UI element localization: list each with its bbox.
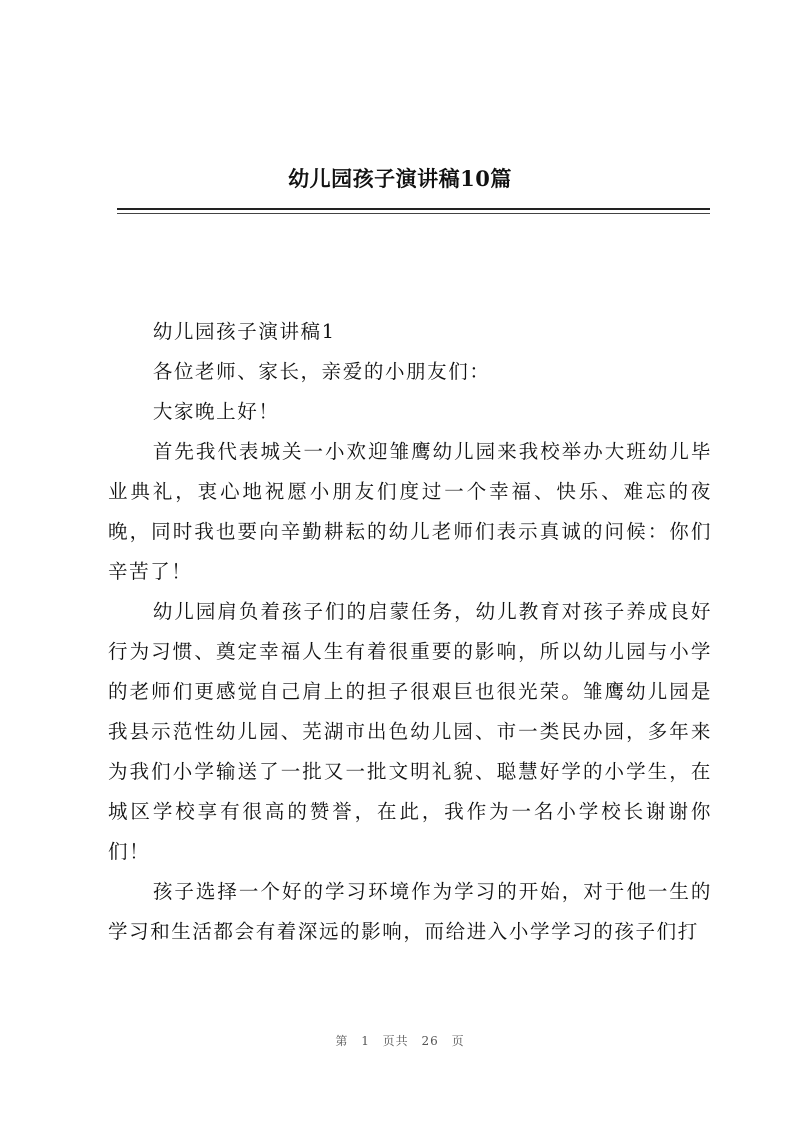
- footer-prefix: 第: [335, 1034, 349, 1048]
- paragraph-welcome: 首先我代表城关一小欢迎雏鹰幼儿园来我校举办大班幼儿毕业典礼，衷心地祝愿小朋友们度过一个幸福、快乐、难忘的夜晚，同时我也要向辛勤耕耘的幼儿老师们表示真诚的问候：你们辛苦了！: [108, 440, 712, 583]
- document-body: [108, 312, 712, 952]
- footer-middle: 页共: [382, 1034, 409, 1048]
- footer-total-pages: 26: [421, 1034, 439, 1048]
- paragraph-greeting: 大家晚上好！: [152, 400, 280, 423]
- page-footer: [0, 1032, 800, 1049]
- footer-suffix: 页: [451, 1034, 465, 1048]
- title-rule: [117, 208, 710, 210]
- paragraph-learning: 孩子选择一个好的学习环境作为学习的开始，对于他一生的学习和生活都会有着深远的影响，而给进入小学学习的孩子们打: [108, 880, 712, 943]
- document-title: 幼儿园孩子演讲稿10篇: [288, 166, 512, 191]
- footer-page-number: 1: [361, 1034, 370, 1048]
- title-rule-thin: [117, 213, 710, 214]
- paragraph-kindergarten: 幼儿园肩负着孩子们的启蒙任务，幼儿教育对孩子养成良好行为习惯、奠定幸福人生有着很重要的影响，所以幼儿园与小学的老师们更感觉自己肩上的担子很艰巨也很光荣。雏鹰幼儿园是我县示范性幼儿园、芜湖市出色幼儿园、市一类民办园，多年来为我们小学输送了一批又一批文明礼貌、聪慧好学的小学生，在城区学校享有很高的赞誉，在此，我作为一名小学校长谢谢你们！: [108, 600, 712, 863]
- paragraph-salutation: 各位老师、家长，亲爱的小朋友们：: [152, 360, 491, 383]
- paragraph-heading: 幼儿园孩子演讲稿1: [152, 320, 336, 343]
